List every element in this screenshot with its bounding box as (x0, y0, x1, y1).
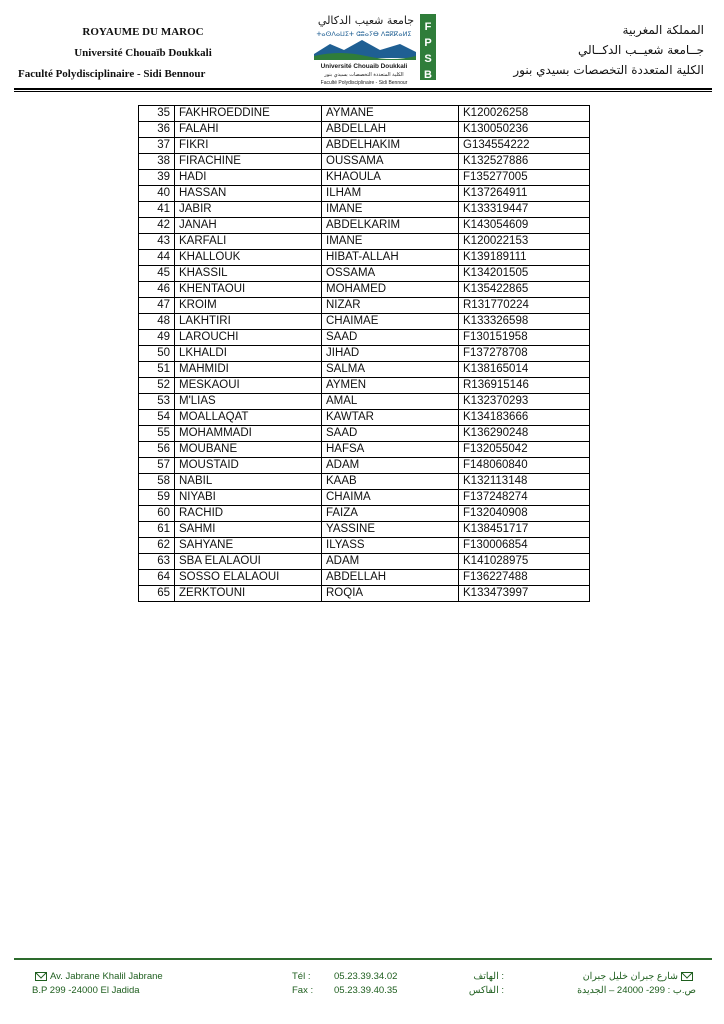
last-name-cell: LKHALDI (175, 346, 322, 362)
last-name-cell: SOSSO ELALAOUI (175, 570, 322, 586)
row-number: 47 (139, 298, 175, 314)
table-row (139, 330, 590, 346)
cne-cell: K132527886 (459, 154, 590, 170)
first-name-cell: HIBAT-ALLAH (322, 250, 459, 266)
faculty-label-ar: الكلية المتعددة التخصصات بسيدي بنور (513, 63, 704, 77)
row-number: 48 (139, 314, 175, 330)
last-name-cell: FALAHI (175, 122, 322, 138)
cne-cell: K132370293 (459, 394, 590, 410)
table-row (139, 554, 590, 570)
faculty-label: Faculté Polydisciplinaire - Sidi Bennour (18, 68, 206, 80)
envelope-icon (681, 972, 693, 981)
last-name-cell: MOUBANE (175, 442, 322, 458)
footer-address-line2: B.P 299 -24000 El Jadida (32, 985, 140, 996)
footer-address-ar (577, 970, 696, 998)
table-row (139, 362, 590, 378)
last-name-cell: FIRACHINE (175, 154, 322, 170)
logo-tifinagh-name: ⵜⴰⵙⴷⴰⵡⵉⵜ ⵛⵓⴰⵢⴱ ⴷⵓⴽⴽⴰⵍⵉ (316, 30, 412, 38)
last-name-cell: KROIM (175, 298, 322, 314)
first-name-cell: ABDELHAKIM (322, 138, 459, 154)
row-number: 38 (139, 154, 175, 170)
table-row (139, 490, 590, 506)
logo-faculty-name: Faculté Polydisciplinaire - Sidi Bennour (320, 80, 408, 86)
last-name-cell: NIYABI (175, 490, 322, 506)
cne-cell: F130006854 (459, 538, 590, 554)
header-right-arabic (474, 20, 704, 80)
table-row (139, 186, 590, 202)
first-name-cell: AMAL (322, 394, 459, 410)
table-row (139, 138, 590, 154)
table-row (139, 314, 590, 330)
row-number: 57 (139, 458, 175, 474)
last-name-cell: MAHMIDI (175, 362, 322, 378)
row-number: 58 (139, 474, 175, 490)
row-number: 55 (139, 426, 175, 442)
first-name-cell: IMANE (322, 234, 459, 250)
cne-cell: K120026258 (459, 106, 590, 122)
row-number: 44 (139, 250, 175, 266)
row-number: 51 (139, 362, 175, 378)
row-number: 43 (139, 234, 175, 250)
cne-cell: G134554222 (459, 138, 590, 154)
cne-cell: F130151958 (459, 330, 590, 346)
first-name-cell: AYMEN (322, 378, 459, 394)
logo-badge-f: F (424, 21, 432, 33)
row-number: 53 (139, 394, 175, 410)
last-name-cell: NABIL (175, 474, 322, 490)
cne-cell: K139189111 (459, 250, 590, 266)
first-name-cell: SAAD (322, 426, 459, 442)
table-row (139, 410, 590, 426)
table-row (139, 154, 590, 170)
cne-cell: F135277005 (459, 170, 590, 186)
last-name-cell: FIKRI (175, 138, 322, 154)
first-name-cell: KAAB (322, 474, 459, 490)
last-name-cell: SAHYANE (175, 538, 322, 554)
cne-cell: K138165014 (459, 362, 590, 378)
document-header (0, 0, 724, 92)
footer-address-line1: Av. Jabrane Khalil Jabrane (50, 971, 163, 982)
first-name-cell: ILYASS (322, 538, 459, 554)
first-name-cell: CHAIMA (322, 490, 459, 506)
table-row (139, 394, 590, 410)
last-name-cell: HASSAN (175, 186, 322, 202)
header-divider (14, 88, 712, 90)
fax-label: Fax : (292, 985, 314, 996)
tel-label-ar: : الهاتف (473, 971, 504, 982)
first-name-cell: CHAIMAE (322, 314, 459, 330)
cne-cell: K130050236 (459, 122, 590, 138)
row-number: 50 (139, 346, 175, 362)
row-number: 62 (139, 538, 175, 554)
table-row (139, 282, 590, 298)
row-number: 36 (139, 122, 175, 138)
first-name-cell: SAAD (322, 330, 459, 346)
first-name-cell: ABDELKARIM (322, 218, 459, 234)
first-name-cell: HAFSA (322, 442, 459, 458)
first-name-cell: MOHAMED (322, 282, 459, 298)
first-name-cell: ROQIA (322, 586, 459, 602)
first-name-cell: KAWTAR (322, 410, 459, 426)
last-name-cell: HADI (175, 170, 322, 186)
cne-cell: K133473997 (459, 586, 590, 602)
university-logo (310, 10, 438, 88)
table-row (139, 266, 590, 282)
last-name-cell: M'LIAS (175, 394, 322, 410)
row-number: 41 (139, 202, 175, 218)
cne-cell: K133326598 (459, 314, 590, 330)
last-name-cell: LAROUCHI (175, 330, 322, 346)
row-number: 61 (139, 522, 175, 538)
row-number: 52 (139, 378, 175, 394)
cne-cell: K143054609 (459, 218, 590, 234)
table-row (139, 250, 590, 266)
last-name-cell: KHASSIL (175, 266, 322, 282)
first-name-cell: YASSINE (322, 522, 459, 538)
row-number: 54 (139, 410, 175, 426)
row-number: 40 (139, 186, 175, 202)
table-row (139, 538, 590, 554)
first-name-cell: ADAM (322, 458, 459, 474)
footer-address-ar-line1: شارع جبران خليل جبران (582, 971, 678, 982)
kingdom-label: ROYAUME DU MAROC (82, 26, 204, 38)
row-number: 59 (139, 490, 175, 506)
table-row (139, 298, 590, 314)
row-number: 63 (139, 554, 175, 570)
last-name-cell: SBA ELALAOUI (175, 554, 322, 570)
cne-cell: K137264911 (459, 186, 590, 202)
last-name-cell: RACHID (175, 506, 322, 522)
table-row (139, 202, 590, 218)
footer-address-fr (32, 970, 163, 998)
student-list-table (138, 105, 590, 602)
cne-cell: F136227488 (459, 570, 590, 586)
cne-cell: K134201505 (459, 266, 590, 282)
footer-contact (292, 970, 504, 998)
cne-cell: F137248274 (459, 490, 590, 506)
first-name-cell: ABDELLAH (322, 570, 459, 586)
last-name-cell: KHENTAOUI (175, 282, 322, 298)
first-name-cell: FAIZA (322, 506, 459, 522)
last-name-cell: JABIR (175, 202, 322, 218)
first-name-cell: JIHAD (322, 346, 459, 362)
row-number: 64 (139, 570, 175, 586)
table-row (139, 442, 590, 458)
first-name-cell: NIZAR (322, 298, 459, 314)
row-number: 46 (139, 282, 175, 298)
last-name-cell: MOUSTAID (175, 458, 322, 474)
last-name-cell: ZERKTOUNI (175, 586, 322, 602)
table-row (139, 106, 590, 122)
cne-cell: F132055042 (459, 442, 590, 458)
row-number: 60 (139, 506, 175, 522)
last-name-cell: FAKHROEDDINE (175, 106, 322, 122)
cne-cell: F148060840 (459, 458, 590, 474)
row-number: 39 (139, 170, 175, 186)
envelope-icon (35, 972, 47, 981)
table-row (139, 218, 590, 234)
row-number: 35 (139, 106, 175, 122)
logo-arabic-faculty: الكلية المتعددة التخصصات بسيدي بنور (324, 72, 404, 78)
last-name-cell: KARFALI (175, 234, 322, 250)
header-left-french (18, 22, 268, 85)
last-name-cell: MOHAMMADI (175, 426, 322, 442)
cne-cell: R131770224 (459, 298, 590, 314)
first-name-cell: SALMA (322, 362, 459, 378)
table-row (139, 378, 590, 394)
first-name-cell: ILHAM (322, 186, 459, 202)
table-row (139, 122, 590, 138)
first-name-cell: AYMANE (322, 106, 459, 122)
cne-cell: K134183666 (459, 410, 590, 426)
table-row (139, 426, 590, 442)
table-row (139, 586, 590, 602)
tel-label: Tél : (292, 971, 311, 982)
cne-cell: K141028975 (459, 554, 590, 570)
cne-cell: K133319447 (459, 202, 590, 218)
tel-value: 05.23.39.34.02 (334, 971, 398, 982)
row-number: 45 (139, 266, 175, 282)
table-row (139, 474, 590, 490)
last-name-cell: MOALLAQAT (175, 410, 322, 426)
first-name-cell: OSSAMA (322, 266, 459, 282)
table-row (139, 458, 590, 474)
table-row (139, 522, 590, 538)
student-list-body (139, 106, 590, 602)
last-name-cell: MESKAOUI (175, 378, 322, 394)
kingdom-label-ar: المملكة المغربية (622, 23, 704, 37)
university-label-ar: جــامعة شعيــب الدكــالي (577, 43, 704, 57)
cne-cell: F137278708 (459, 346, 590, 362)
first-name-cell: ADAM (322, 554, 459, 570)
fax-label-ar: : الفاكس (468, 985, 504, 996)
first-name-cell: KHAOULA (322, 170, 459, 186)
table-row (139, 570, 590, 586)
footer-address-ar-line2: ص.ب : 299- 24000 – الجديدة (577, 985, 696, 996)
last-name-cell: SAHMI (175, 522, 322, 538)
last-name-cell: JANAH (175, 218, 322, 234)
row-number: 42 (139, 218, 175, 234)
row-number: 56 (139, 442, 175, 458)
row-number: 65 (139, 586, 175, 602)
logo-arabic-name: جامعة شعيب الدكالي (317, 14, 415, 27)
cne-cell: K136290248 (459, 426, 590, 442)
footer-divider (14, 958, 712, 960)
header-divider-thin (14, 91, 712, 92)
fax-value: 05.23.39.40.35 (334, 985, 398, 996)
table-row (139, 346, 590, 362)
cne-cell: K135422865 (459, 282, 590, 298)
cne-cell: K120022153 (459, 234, 590, 250)
logo-badge-b: B (424, 69, 432, 81)
logo-badge-p: P (424, 37, 432, 49)
table-row (139, 506, 590, 522)
logo-university-name: Université Chouaib Doukkali (320, 63, 408, 70)
first-name-cell: OUSSAMA (322, 154, 459, 170)
university-label: Université Chouaïb Doukkali (74, 47, 212, 59)
last-name-cell: KHALLOUK (175, 250, 322, 266)
logo-badge-s: S (424, 53, 432, 65)
table-row (139, 234, 590, 250)
cne-cell: K138451717 (459, 522, 590, 538)
row-number: 37 (139, 138, 175, 154)
first-name-cell: IMANE (322, 202, 459, 218)
first-name-cell: ABDELLAH (322, 122, 459, 138)
last-name-cell: LAKHTIRI (175, 314, 322, 330)
cne-cell: K132113148 (459, 474, 590, 490)
cne-cell: F132040908 (459, 506, 590, 522)
row-number: 49 (139, 330, 175, 346)
table-row (139, 170, 590, 186)
cne-cell: R136915146 (459, 378, 590, 394)
